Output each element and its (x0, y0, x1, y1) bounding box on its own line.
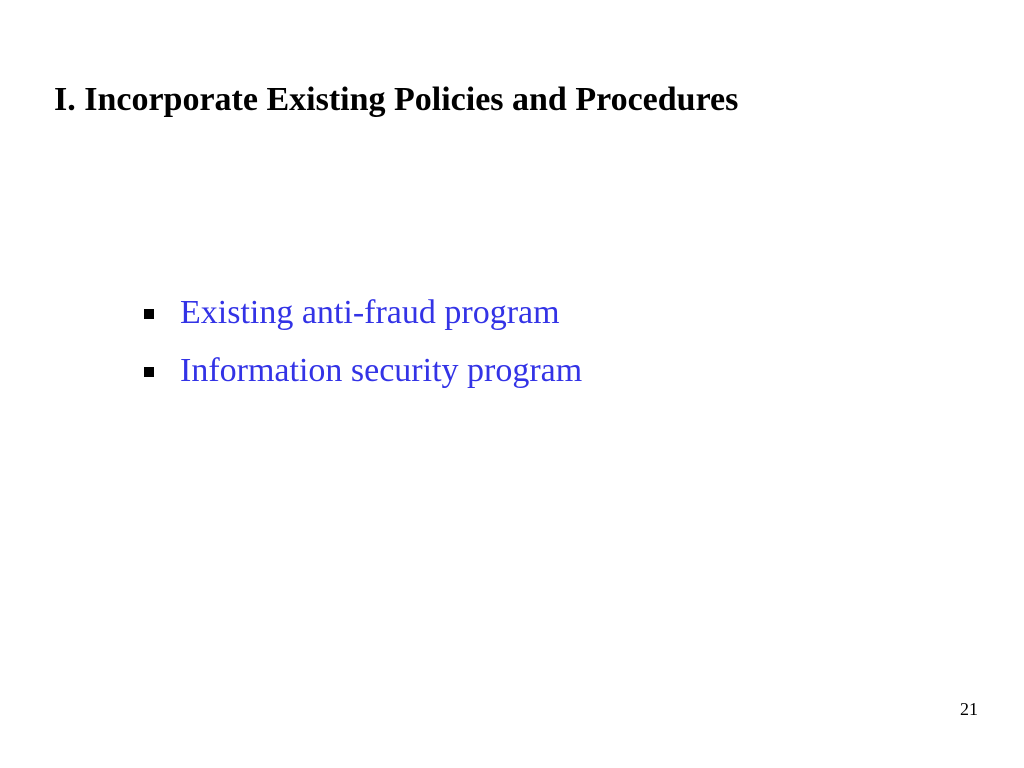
slide-title: I. Incorporate Existing Policies and Procedures (54, 81, 739, 118)
slide-number: 21 (960, 699, 978, 719)
list-item (144, 284, 582, 342)
bullet-text: Information security program (180, 352, 583, 389)
square-bullet-icon (144, 367, 154, 377)
bullet-list (144, 284, 582, 400)
square-bullet-icon (144, 309, 154, 319)
list-item (144, 342, 582, 400)
bullet-text: Existing anti-fraud program (180, 294, 560, 331)
